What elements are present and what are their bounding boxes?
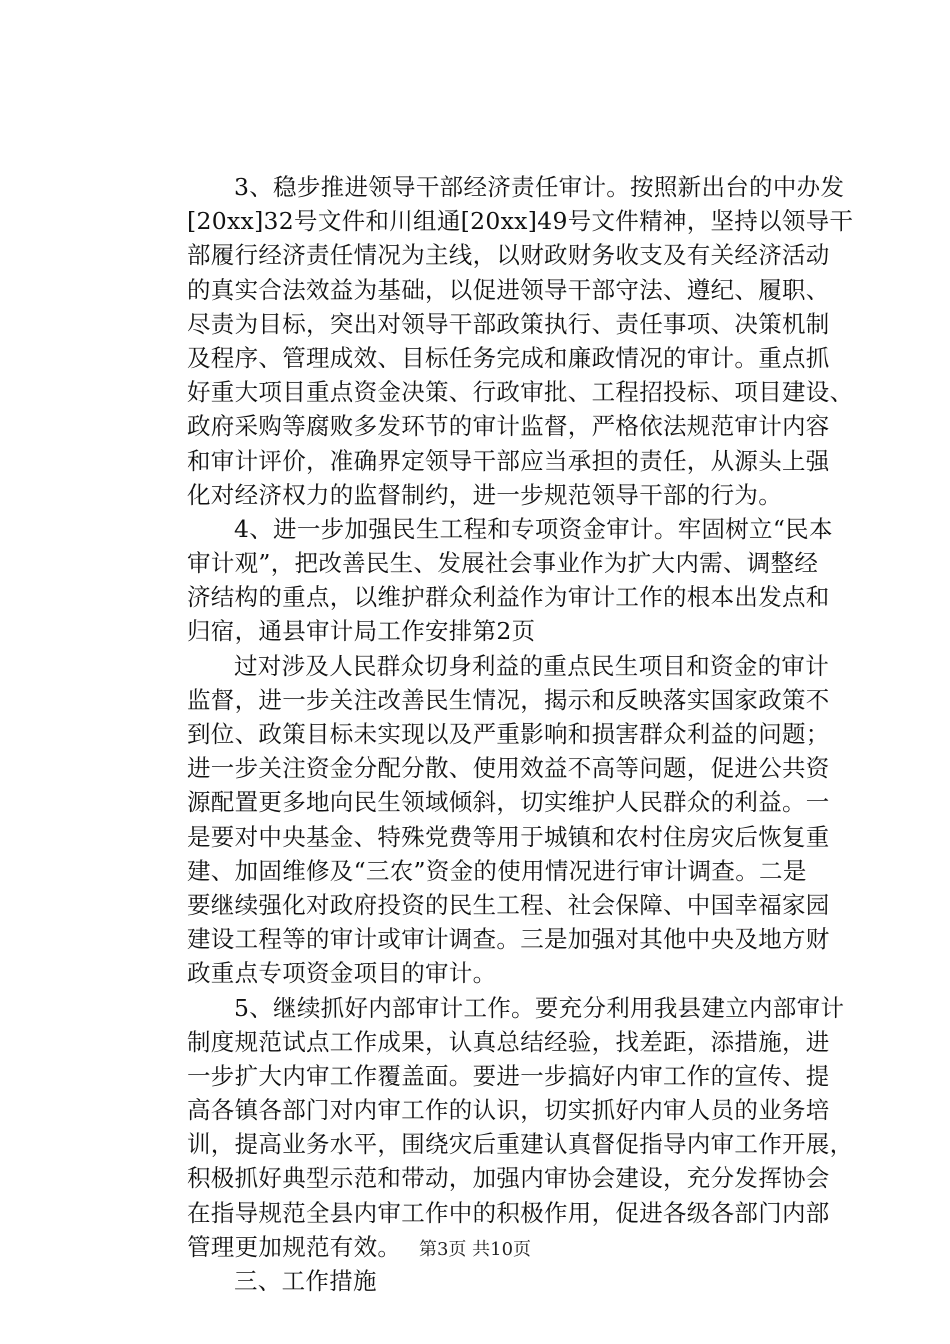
paragraph-line: 源配置更多地向民生领域倾斜，切实维护人民群众的利益。一 [187, 788, 830, 817]
paragraph-line: 审计观”，把改善民生、发展社会事业作为扩大内需、调整经 [187, 549, 819, 578]
paragraph-line: 5、继续抓好内部审计工作。要充分利用我县建立内部审计 [234, 993, 845, 1022]
paragraph-line: 要继续强化对政府投资的民生工程、社会保障、中国幸福家园 [187, 890, 830, 919]
paragraph-line: 过对涉及人民群众切身利益的重点民生项目和资金的审计 [234, 651, 829, 680]
paragraph-line: 政重点专项资金项目的审计。 [187, 959, 497, 988]
paragraph-line: 的真实合法效益为基础，以促进领导干部守法、遵纪、履职、 [187, 275, 830, 304]
paragraph-line: 高各镇各部门对内审工作的认识，切实抓好内审人员的业务培 [187, 1096, 830, 1125]
paragraph-line: 3、稳步推进领导干部经济责任审计。按照新出台的中办发 [234, 173, 845, 201]
paragraph-line: 制度规范试点工作成果，认真总结经验，找差距，添措施，进 [187, 1027, 830, 1056]
paragraph-line: 一步扩大内审工作覆盖面。要进一步搞好内审工作的宣传、提 [187, 1061, 830, 1090]
paragraph-line: 建设工程等的审计或审计调查。三是加强对其他中央及地方财 [187, 925, 830, 954]
document-body [187, 170, 859, 1298]
paragraph-line: 积极抓好典型示范和带动，加强内审协会建设，充分发挥协会 [187, 1164, 830, 1193]
paragraph-line: [20xx]32号文件和川组通[20xx]49号文件精神，坚持以领导干 [187, 207, 854, 236]
paragraph-line: 训，提高业务水平，围绕灾后重建认真督促指导内审工作开展， [187, 1130, 854, 1159]
page-indicator: 第3页 共10页 [418, 1239, 532, 1260]
paragraph-line: 尽责为目标，突出对领导干部政策执行、责任事项、决策机制 [187, 309, 830, 338]
paragraph-line: 到位、政策目标未实现以及严重影响和损害群众利益的问题； [187, 720, 830, 748]
paragraph-line: 济结构的重点，以维护群众利益作为审计工作的根本出发点和 [187, 583, 830, 612]
paragraph-line: 是要对中央基金、特殊党费等用于城镇和农村住房灾后恢复重 [187, 822, 830, 851]
section-heading: 三、工作措施 [234, 1267, 377, 1295]
paragraph-line: 政府采购等腐败多发环节的审计监督，严格依法规范审计内容 [187, 412, 830, 441]
paragraph-line: 进一步关注资金分配分散、使用效益不高等问题，促进公共资 [187, 754, 830, 783]
paragraph-line: 管理更加规范有效。 [187, 1232, 402, 1261]
paragraph-line: 化对经济权力的监督制约，进一步规范领导干部的行为。 [187, 480, 782, 509]
paragraph-line: 在指导规范全县内审工作中的积极作用，促进各级各部门内部 [187, 1198, 830, 1227]
page-footer [0, 1238, 950, 1262]
paragraph-line: 和审计评价，准确界定领导干部应当承担的责任，从源头上强 [187, 446, 830, 475]
paragraph-line: 4、进一步加强民生工程和专项资金审计。牢固树立“民本 [234, 514, 833, 543]
paragraph-line: 部履行经济责任情况为主线，以财政财务收支及有关经济活动 [187, 241, 830, 270]
paragraph-line: 监督，进一步关注改善民生情况，揭示和反映落实国家政策不 [187, 685, 830, 714]
paragraph-line: 及程序、管理成效、目标任务完成和廉政情况的审计。重点抓 [187, 343, 830, 372]
paragraph-line: 建、加固维修及“三农”资金的使用情况进行审计调查。二是 [187, 856, 807, 885]
paragraph-line: 归宿，通县审计局工作安排第2页 [187, 617, 536, 646]
paragraph-line: 好重大项目重点资金决策、行政审批、工程招投标、项目建设、 [187, 378, 854, 407]
